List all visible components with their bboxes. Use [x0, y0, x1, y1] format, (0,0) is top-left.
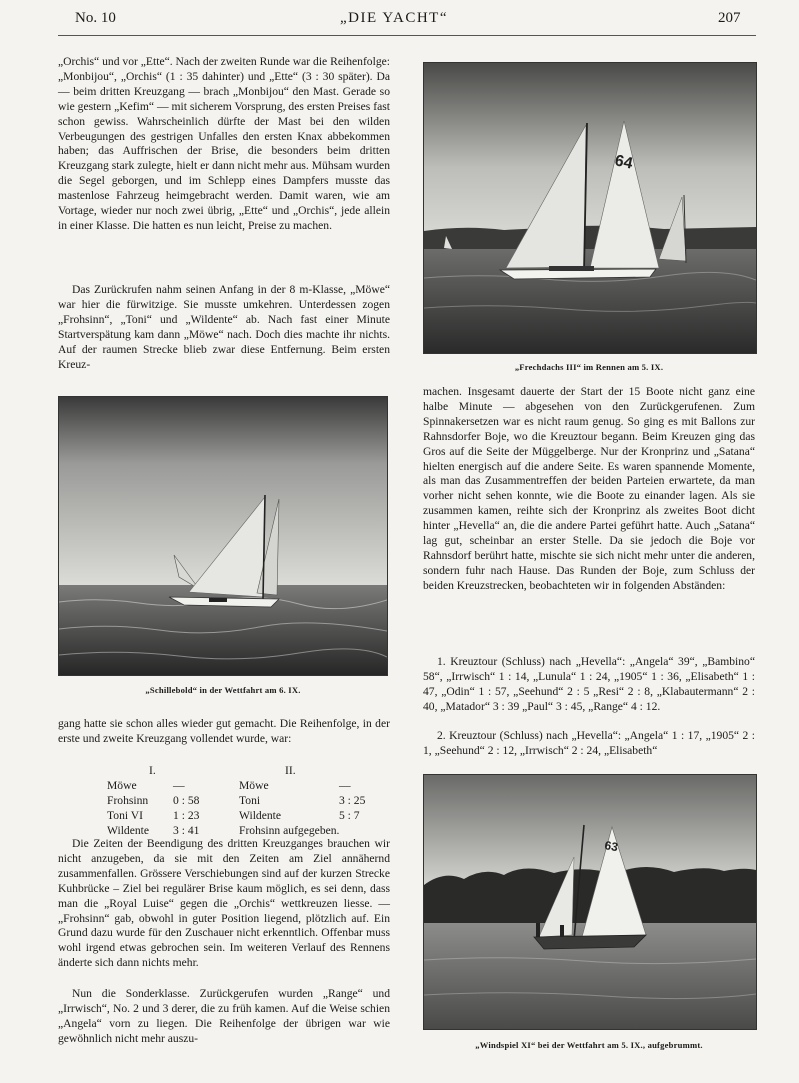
- issue-number: No. 10: [75, 10, 116, 26]
- photo-schillebold: [58, 396, 388, 676]
- caption-schillebold: „Schillebold“ in der Wettfahrt am 6. IX.: [145, 685, 301, 695]
- page-header: [0, 10, 799, 34]
- table-header-second-round: II.: [284, 764, 296, 777]
- table-header-first-round: I.: [149, 764, 156, 777]
- right-paragraph-1: machen. Insgesamt dauerte der Start der 15 Boote nicht ganz eine halbe Minute — abgesehen von den Zurückgerufenen. Zum Spinnakersetzen war es nicht raum genug. So ging es mit Ballons zur Rahnsdorfer Boje, wo die Kreuztour begann. Beim Kreuzen ging das Gros auf die Seite der Müggelberge. Nur der Kronprinz und „Satana“ hielten energisch auf die andere Seite. Es waren spannende Momente, als man das Zusammentreffen der beiden Parteien erwartete, da man vorher nicht sehen konnte, wie die Boote zu einander lagen. Als sie zusammen kamen, reihte sich der Kronprinz als zweites Boot dicht hinter „Hevella“ an, die die andere Partei geführt hatte. Auch „Satana“ lag gut, scheinbar an erster Stelle. Da sie jedoch die Boje vor Rahnsdorf berührt hatte, mischte sie sich nicht mehr unter die anderen, sondern fuhr nach Hause. Das Runden der Boje, zum Schluss der beiden Kreuzstrecken, beobachteten wir in folgenden Abständen:: [423, 385, 755, 592]
- right-paragraph-2: 1. Kreuztour (Schluss) nach „Hevella“: „Angela“ 39“, „Bambino“ 58“, „Irrwisch“ 1 : 14, „Lunula“ 1 : 24, „1905“ 1 : 36, „Elisabeth“ 1 : 47, „Odin“ 1 : 57, „Seehund“ 2 : 5 „Resi“ 2 : 8, „Klabautermann“ 2 : 40, „Matador“ 3 : 39 „Paul“ 3 : 45, „Range“ 4 : 12.: [423, 655, 755, 713]
- journal-title: „DIE YACHT“: [340, 10, 449, 26]
- sail-number-63: 63: [603, 838, 620, 855]
- table-row: Möwe — Möwe —: [107, 779, 351, 792]
- table-row: Frohsinn 0 : 58 Toni 3 : 25: [107, 794, 366, 807]
- left-paragraph-3: gang hatte sie schon alles wieder gut gemacht. Die Reihenfolge, in der erste und zweite Kreuzgang vollendet wurde, war:: [58, 717, 390, 745]
- header-rule: [58, 35, 756, 36]
- table-row: Wildente 3 : 41 Frohsinn aufgegeben.: [107, 824, 340, 837]
- caption-frechdachs: „Frechdachs III“ im Rennen am 5. IX.: [514, 362, 664, 372]
- caption-windspiel: „Windspiel XI“ bei der Wettfahrt am 5. IX., aufgebrummt.: [475, 1040, 703, 1050]
- left-paragraph-5: Nun die Sonderklasse. Zurückgerufen wurden „Range“ und „Irrwisch“, No. 2 und 3 derer, die zu früh kamen. Auf die Weise schien „Angela“ vorn zu liegen. Die Reihenfolge der übrigen war wie gewöhnlich nicht mehr auszu-: [58, 987, 390, 1045]
- results-table: [107, 764, 377, 839]
- page-number: 207: [718, 10, 741, 26]
- sail-number-64: 64: [613, 152, 635, 173]
- table-row: Toni VI 1 : 23 Wildente 5 : 7: [107, 809, 360, 822]
- left-paragraph-4: Die Zeiten der Beendigung des dritten Kreuzganges brauchen wir nicht anzugeben, da sie mit den Zeiten am Ziel annähernd zusammenfallen. Grössere Verschiebungen sind auf der kurzen Strecke Kuhbrücke – Ziel bei regulärer Brise kaum möglich, es sei denn, dass man die „Royal Luise“ gegen die „Orchis“ wettkreuzen liesse. — „Frohsinn“ gab, obwohl in guter Position liegend, plötzlich auf. Ein Grund dazu wurde für den Zuschauer nicht erkenntlich. Offenbar muss wohl irgend etwas gebrochen sein. Im weiteren Verlauf des Rennens änderte sich dann nichts mehr.: [58, 837, 390, 970]
- right-paragraph-3: 2. Kreuztour (Schluss) nach „Hevella“: „Angela“ 1 : 17, „1905“ 2 : 1, „Seehund“ 2 : 12, „Irrwisch“ 2 : 24, „Elisabeth“: [423, 729, 755, 757]
- photo-frechdachs: [423, 62, 757, 354]
- left-paragraph-1: „Orchis“ und vor „Ette“. Nach der zweiten Runde war die Reihenfolge: „Monbijou“, „Orchis“ (1 : 35 dahinter) und „Ette“ (3 : 30 später). Da — beim dritten Kreuzgang — brach „Monbijou“ den Mast. Gerade so wie gestern „Kefim“ — mit sicherem Vorsprung, des ersten Preises fast schon gewiss. Wahrscheinlich dürfte der Mast bei den wilden Verbeugungen des gestrigen Unfalles den ersten Knax abbekommen haben; das Auffrischen der Brise, die besonders beim dritten Kreuzgang stark zulegte, hielt er dann nicht mehr aus. Mühsam wurden die Segel geborgen, und im Schlepp eines Dampfers musste das mastenlose Fahrzeug heimgebracht werden. Damit waren, wie am Vortage, wieder nur noch zwei übrig, „Ette“ und „Orchis“, jede allein in einer Klasse. Die hatten es nun leicht, Preise zu machen.: [58, 55, 390, 232]
- photo-windspiel: [423, 774, 757, 1030]
- left-paragraph-2: Das Zurückrufen nahm seinen Anfang in der 8 m-Klasse, „Möwe“ war hier die fürwitzige. Sie musste umkehren. Unterdessen zogen „Frohsinn“, „Toni“ und „Wildente“ ab. Nach fast einer Minute Startverspätung kam dann „Möwe“ nach. Doch dies machte ihr nichts. Auf der raumen Strecke blieb zwar diese Entfernung. Beim ersten Kreuz-: [58, 283, 390, 371]
